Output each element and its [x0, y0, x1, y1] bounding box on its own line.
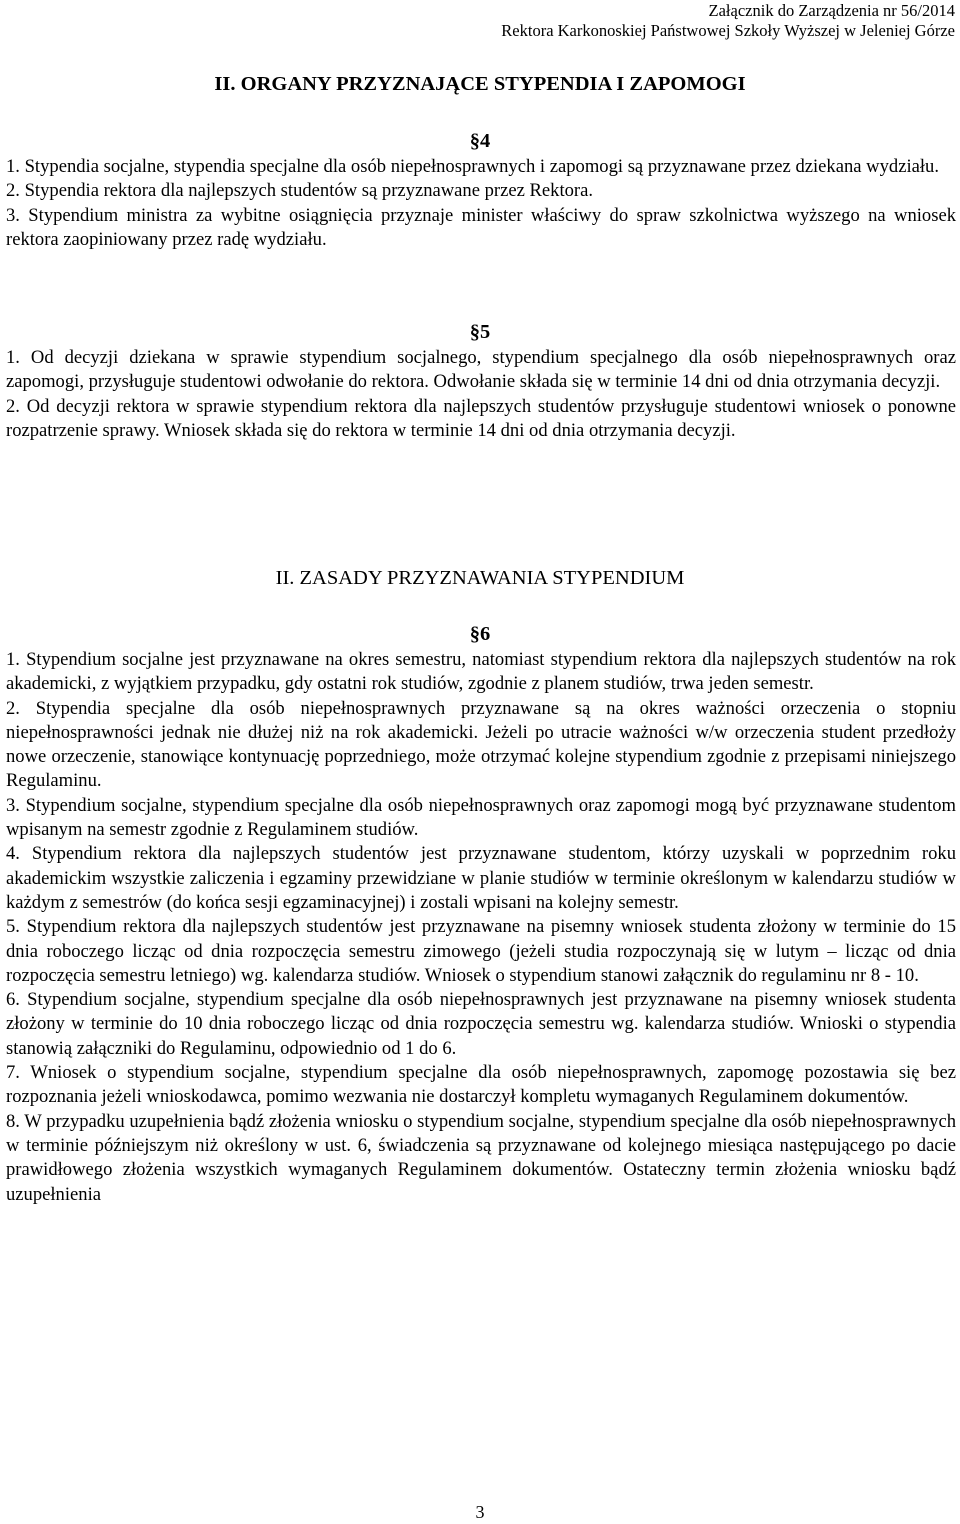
section-title-rules: II. ZASADY PRZYZNAWANIA STYPENDIUM [275, 567, 685, 589]
paragraph-5-item-2: 2. Od decyzji rektora w sprawie stypendium rektora dla najlepszych studentów przysługuje studentowi wniosek o ponowne rozpatrzenie sprawy. Wniosek składa się do rektora w terminie 14 dni od dnia otrzymania decyzji. [6, 395, 956, 441]
paragraph-number-5 [0, 320, 960, 344]
paragraph-5-body [6, 346, 956, 443]
paragraph-6-item-5: 5. Stypendium rektora dla najlepszych studentów jest przyznawane na pisemny wniosek studenta złożony w terminie do 15 dnia roboczego licząc od dnia rozpoczęcia semestru zimowego (jeżeli studia rozpoczynają się w lutym – licząc od dnia rozpoczęcia semestru letniego) wg. kalendarza studiów. Wniosek o stypendium stanowi załącznik do regulaminu nr 8 - 10. [6, 916, 956, 986]
section-sign: § [469, 321, 480, 343]
page-number: 3 [475, 1502, 485, 1522]
paragraph-4-item-2: 2. Stypendia rektora dla najlepszych studentów są przyznawane przez Rektora. [6, 180, 594, 202]
paragraph-5-item-1: 1. Od decyzji dziekana w sprawie stypendium socjalnego, stypendium specjalnego dla osób niepełnosprawnych oraz zapomogi, przysługuje studentowi odwołanie do rektora. Odwołanie składa się w terminie 14 dni od dnia otrzymania decyzji. [6, 347, 956, 393]
paragraph-6-item-6: 6. Stypendium socjalne, stypendium specjalne dla osób niepełnosprawnych jest przyznawane na pisemny wniosek studenta złożony w terminie do 10 dnia roboczego licząc od dnia rozpoczęcia semestru wg. kalendarza studiów. Wnioski o stypendia stanowią załączniki do Regulaminu, odpowiednio od 1 do 6. [6, 989, 956, 1059]
section-title-organs: II. ORGANY PRZYZNAJĄCE STYPENDIA I ZAPOMOGI [214, 73, 746, 95]
paragraph-4-number: 4 [480, 130, 491, 152]
document-header [501, 1, 955, 41]
paragraph-6-item-3: 3. Stypendium socjalne, stypendium specjalne dla osób niepełnosprawnych oraz zapomogi mogą być przyznawane studentom wpisanym na semestr zgodnie z Regulaminem studiów. [6, 794, 956, 841]
paragraph-6-item-1: 1. Stypendium socjalne jest przyznawane na okres semestru, natomiast stypendium rektora dla najlepszych studentów na rok akademicki, z wyjątkiem przypadku, gdy ostatni rok studiów, zgodnie z planem studiów, trwa jeden semestr. [6, 649, 956, 695]
paragraph-6-body [6, 648, 956, 1207]
paragraph-6-item-4: 4. Stypendium rektora dla najlepszych studentów jest przyznawane studentom, którzy uzyskali w poprzednim roku akademickim wszystkie zaliczenia i egzaminy przewidziane w planie studiów w terminie określonym w kalendarzu studiów w każdym z semestrów (do końca sesji egzaminacyjnej) i zostali wpisani na kolejny semestr. [6, 843, 956, 913]
paragraph-6-item-8: 8. W przypadku uzupełnienia bądź złożenia wniosku o stypendium socjalne, stypendium specjalne dla osób niepełnosprawnych w terminie późniejszym niż określony w ust. 6, świadczenia są przyznawane od kolejnego miesiąca następującego po dacie prawidłowego złożenia wszystkich wymaganych Regulaminem dokumentów. Ostateczny termin złożenia wniosku bądź uzupełnienia [6, 1110, 956, 1205]
paragraph-4-body [6, 155, 956, 252]
paragraph-5-number: 5 [480, 321, 491, 343]
paragraph-6-item-2: 2. Stypendia specjalne dla osób niepełnosprawnych przyznawane są na okres ważności orzeczenia o stopniu niepełnosprawności jednak nie dłużej niż na rok akademicki. Jeżeli po utracie ważności w/w orzeczenia student przedłoży nowe orzeczenie, stanowiące kontynuację poprzedniego, może otrzymać kolejne stypendium zgodnie z przepisami niniejszego Regulaminu. [6, 697, 956, 792]
section-sign: § [469, 623, 480, 645]
paragraph-6-number: 6 [480, 623, 491, 645]
header-line-2: Rektora Karkonoskiej Państwowej Szkoły Wyższej w Jeleniej Górze [501, 21, 955, 40]
paragraph-6-item-7: 7. Wniosek o stypendium socjalne, stypendium specjalne dla osób niepełnosprawnych, zapomogę pozostawia się bez rozpoznania jeżeli wnioskodawca, pomimo wezwania nie dostarczył kompletu wymaganych Regulaminem dokumentów. [6, 1062, 956, 1108]
paragraph-4-item-1: 1. Stypendia socjalne, stypendia specjalne dla osób niepełnosprawnych i zapomogi są przyznawane przez dziekana wydziału. [6, 156, 939, 177]
header-line-1: Załącznik do Zarządzenia nr 56/2014 [708, 1, 955, 20]
paragraph-number-6 [0, 622, 960, 646]
section-sign: § [469, 130, 480, 152]
paragraph-4-item-3: 3. Stypendium ministra za wybitne osiągnięcia przyznaje minister właściwy do spraw szkolnictwa wyższego na wniosek rektora zaopiniowany przez radę wydziału. [6, 204, 956, 250]
paragraph-number-4 [0, 129, 960, 153]
